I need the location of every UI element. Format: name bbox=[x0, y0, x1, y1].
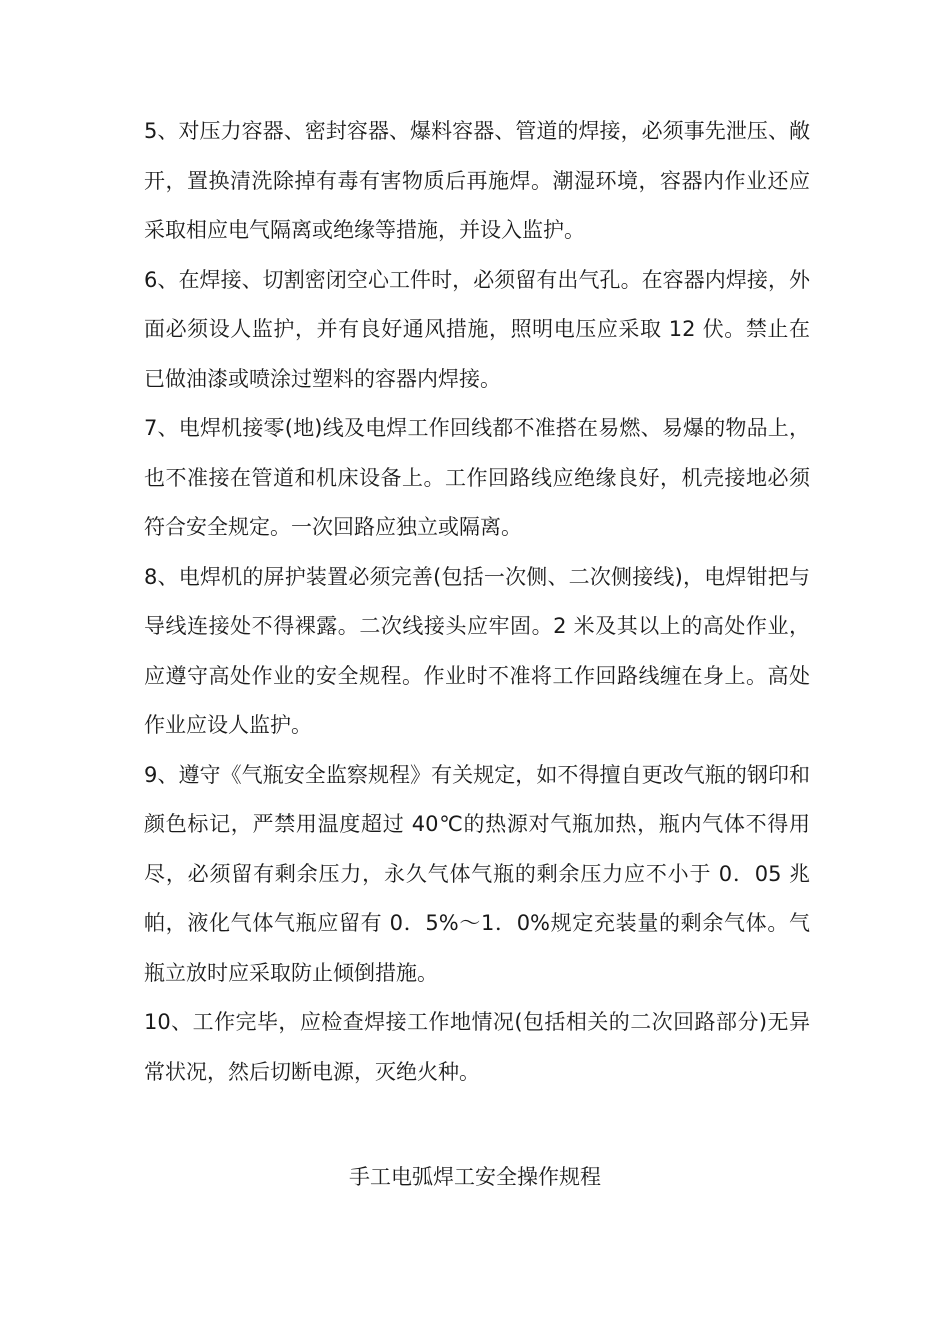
document-body bbox=[144, 107, 810, 1097]
paragraph-10: 10、工作完毕，应检查焊接工作地情况(包括相关的二次回路部分)无异常状况，然后切断电源，灭绝火种。 bbox=[144, 1010, 810, 1084]
paragraph-8: 8、电焊机的屏护装置必须完善(包括一次侧、二次侧接线)，电焊钳把与导线连接处不得裸露。二次线接头应牢固。2 米及其以上的高处作业，应遵守高处作业的安全规程。作业时不准将工作回路线缠在身上。高处作业应设人监护。 bbox=[144, 564, 810, 737]
paragraph-9: 9、遵守《气瓶安全监察规程》有关规定，如不得擅自更改气瓶的钢印和颜色标记，严禁用温度超过 40℃的热源对气瓶加热，瓶内气体不得用尽，必须留有剩余压力，永久气体气瓶的剩余压力应不小于 0．05 兆帕，液化气体气瓶应留有 0．5%～1．0%规定充装量的剩余气体。气瓶立放时应采取防止倾倒措施。 bbox=[144, 762, 810, 985]
paragraph-6: 6、在焊接、切割密闭空心工件时，必须留有出气孔。在容器内焊接，外面必须设人监护，并有良好通风措施，照明电压应采取 12 伏。禁止在已做油漆或喷涂过塑料的容器内焊接。 bbox=[144, 267, 810, 391]
paragraph-5: 5、对压力容器、密封容器、爆料容器、管道的焊接，必须事先泄压、敞开，置换清洗除掉有毒有害物质后再施焊。潮湿环境，容器内作业还应采取相应电气隔离或绝缘等措施，并设入监护。 bbox=[144, 119, 810, 242]
paragraph-7: 7、电焊机接零(地)线及电焊工作回线都不准搭在易燃、易爆的物品上，也不准接在管道和机床设备上。工作回路线应绝缘良好，机壳接地必须符合安全规定。一次回路应独立或隔离。 bbox=[144, 416, 810, 539]
section-title: 手工电弧焊工安全操作规程 bbox=[349, 1165, 601, 1189]
